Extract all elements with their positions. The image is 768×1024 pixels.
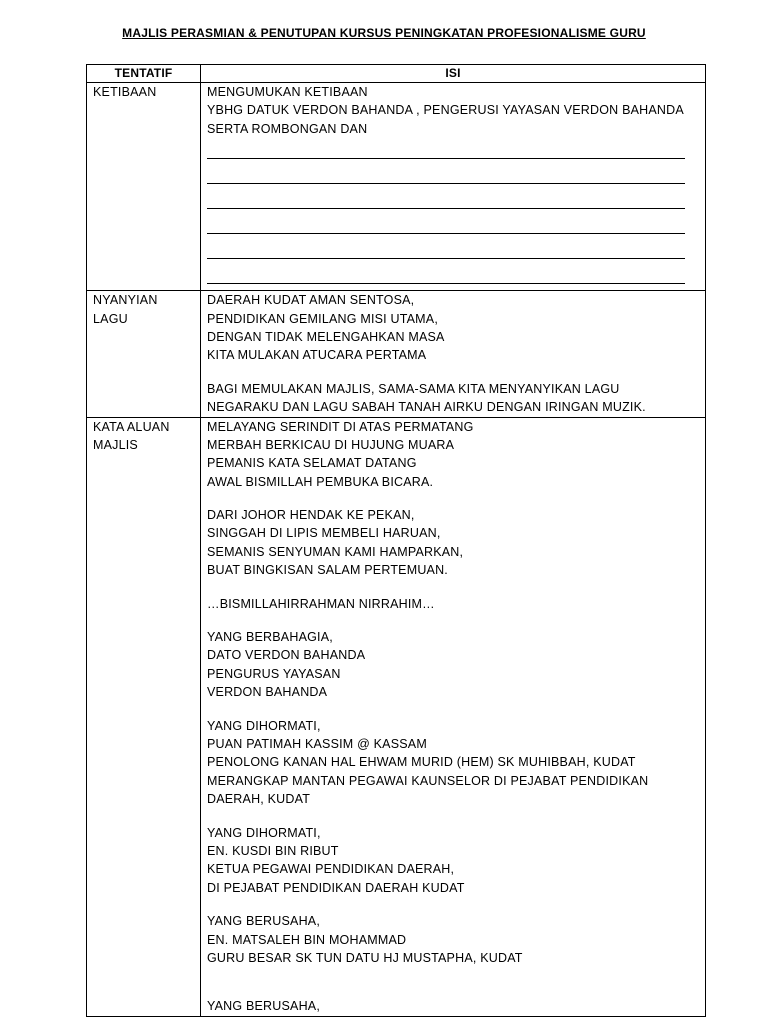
- isi-line: …BISMILLAHIRRAHMAN NIRRAHIM…: [207, 596, 435, 611]
- isi-line: AWAL BISMILLAH PEMBUKA BICARA.: [207, 474, 434, 489]
- fill-in-line[interactable]: [207, 234, 685, 259]
- isi-line: KETUA PEGAWAI PENDIDIKAN DAERAH,: [207, 862, 455, 877]
- isi-line: SINGGAH DI LIPIS MEMBELI HARUAN,: [207, 526, 441, 541]
- isi-line: SERTA ROMBONGAN DAN: [207, 121, 368, 136]
- tentatif-label: LAGU: [93, 311, 128, 326]
- header-isi: ISI: [201, 65, 706, 83]
- isi-line: DENGAN TIDAK MELENGAHKAN MASA: [207, 329, 445, 344]
- isi-line: EN. MATSALEH BIN MOHAMMAD: [207, 932, 407, 947]
- isi-line: BUAT BINGKISAN SALAM PERTEMUAN.: [207, 563, 448, 578]
- isi-line: KITA MULAKAN ATUCARA PERTAMA: [207, 348, 427, 363]
- isi-line: DI PEJABAT PENDIDIKAN DAERAH KUDAT: [207, 880, 465, 895]
- row-ketibaan: [87, 83, 706, 291]
- tentatif-table: [86, 64, 706, 1017]
- fill-in-line[interactable]: [207, 159, 685, 184]
- isi-line: GURU BESAR SK TUN DATU HJ MUSTAPHA, KUDAT: [207, 950, 523, 965]
- document-title: MAJLIS PERASMIAN & PENUTUPAN KURSUS PENINGKATAN PROFESIONALISME GURU: [122, 26, 646, 40]
- table-header-row: [87, 65, 706, 83]
- paragraph-gap: [207, 491, 699, 506]
- isi-cell: [201, 417, 706, 1016]
- isi-line: DARI JOHOR HENDAK KE PEKAN,: [207, 508, 415, 523]
- fill-in-line[interactable]: [207, 184, 685, 209]
- paragraph-gap: [207, 702, 699, 717]
- fill-in-line[interactable]: [207, 138, 685, 159]
- isi-line: YANG BERBAHAGIA,: [207, 630, 333, 645]
- isi-line: PENGURUS YAYASAN: [207, 666, 341, 681]
- isi-line: YANG DIHORMATI,: [207, 825, 321, 840]
- isi-line: PUAN PATIMAH KASSIM @ KASSAM: [207, 736, 427, 751]
- isi-line: PENOLONG KANAN HAL EHWAM MURID (HEM) SK MUHIBBAH, KUDAT: [207, 755, 636, 770]
- tentatif-label: MAJLIS: [93, 437, 138, 452]
- isi-line: YANG BERUSAHA,: [207, 999, 321, 1014]
- paragraph-gap: [207, 897, 699, 912]
- isi-cell: [201, 83, 706, 291]
- paragraph-gap: [207, 580, 699, 595]
- paragraph-gap: [207, 967, 699, 982]
- paragraph-gap: [207, 809, 699, 824]
- isi-line: YANG BERUSAHA,: [207, 914, 321, 929]
- isi-line: MERANGKAP MANTAN PEGAWAI KAUNSELOR DI PEJABAT PENDIDIKAN: [207, 773, 649, 788]
- paragraph-gap: [207, 365, 699, 380]
- paragraph-gap: [207, 982, 699, 997]
- isi-line: SEMANIS SENYUMAN KAMI HAMPARKAN,: [207, 544, 464, 559]
- tentatif-label: KATA ALUAN: [93, 419, 170, 434]
- isi-line: YANG DIHORMATI,: [207, 718, 321, 733]
- paragraph-gap: [207, 613, 699, 628]
- tentatif-label: KETIBAAN: [93, 85, 157, 99]
- tentatif-cell: [87, 291, 201, 417]
- tentatif-cell: [87, 417, 201, 1016]
- row-nyanyian-lagu: [87, 291, 706, 417]
- isi-line: DAERAH, KUDAT: [207, 792, 311, 807]
- isi-line: MERBAH BERKICAU DI HUJUNG MUARA: [207, 437, 455, 452]
- row-kata-aluan-majlis: [87, 417, 706, 1016]
- isi-line: EN. KUSDI BIN RIBUT: [207, 843, 339, 858]
- isi-line: MENGUMUKAN KETIBAAN: [207, 85, 368, 99]
- isi-line: PEMANIS KATA SELAMAT DATANG: [207, 456, 417, 471]
- fill-in-line[interactable]: [207, 259, 685, 284]
- isi-line: VERDON BAHANDA: [207, 685, 328, 700]
- tentatif-cell: [87, 83, 201, 291]
- isi-line: NEGARAKU DAN LAGU SABAH TANAH AIRKU DENGAN IRINGAN MUZIK.: [207, 400, 646, 415]
- isi-line: PENDIDIKAN GEMILANG MISI UTAMA,: [207, 311, 438, 326]
- header-tentatif: TENTATIF: [87, 65, 201, 83]
- tentatif-label: NYANYIAN: [93, 293, 158, 308]
- isi-line: YBHG DATUK VERDON BAHANDA , PENGERUSI YAYASAN VERDON BAHANDA: [207, 103, 684, 118]
- isi-line: DATO VERDON BAHANDA: [207, 648, 366, 663]
- fill-in-line[interactable]: [207, 209, 685, 234]
- isi-cell: [201, 291, 706, 417]
- isi-line: BAGI MEMULAKAN MAJLIS, SAMA-SAMA KITA MENYANYIKAN LAGU: [207, 381, 620, 396]
- isi-line: DAERAH KUDAT AMAN SENTOSA,: [207, 293, 415, 308]
- isi-line: MELAYANG SERINDIT DI ATAS PERMATANG: [207, 419, 474, 434]
